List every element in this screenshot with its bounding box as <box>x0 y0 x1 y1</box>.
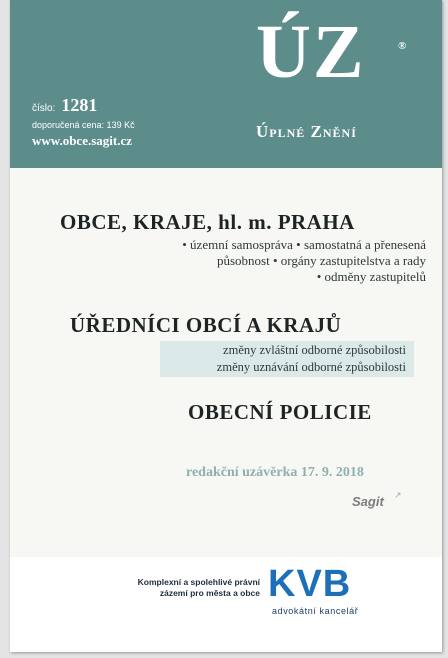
price-label: doporučená cena: 139 Kč <box>32 120 135 130</box>
sagit-arrow-icon: ↗ <box>394 490 402 500</box>
main-title-officials: ÚŘEDNÍCI OBCÍ A KRAJŮ <box>70 313 342 337</box>
sagit-logo: Sagit <box>352 494 384 509</box>
kvb-logo: KVB <box>268 563 352 605</box>
issue-line <box>32 95 97 117</box>
tagline-line: Komplexní a spolehlivé právní <box>137 577 260 587</box>
uz-logo: ÚZ <box>256 10 366 94</box>
bullet-line: • územní samospráva • samostatná a přenesená <box>182 237 426 252</box>
bullet-line: • odměny zastupitelů <box>316 269 426 284</box>
changes-highlight <box>160 341 414 377</box>
highlight-line: změny uznávání odborné způsobilosti <box>216 360 406 374</box>
editorial-deadline: redakční uzávěrka 17. 9. 2018 <box>186 465 364 480</box>
registered-icon: ® <box>398 40 407 52</box>
main-title-municipalities: OBCE, KRAJE, hl. m. PRAHA <box>60 210 355 234</box>
cover-header <box>10 0 442 168</box>
book-cover <box>10 0 442 652</box>
main-title-police: OBECNÍ POLICIE <box>188 400 372 424</box>
issue-label: číslo: <box>32 103 56 114</box>
kvb-subtitle: advokátní kancelář <box>272 606 359 616</box>
cover-footer <box>10 557 442 652</box>
issue-number: 1281 <box>61 95 98 115</box>
footer-tagline <box>120 577 260 599</box>
website-link[interactable]: www.obce.sagit.cz <box>32 133 133 148</box>
highlight-line: změny zvláštní odborné způsobilosti <box>223 343 406 357</box>
uz-logo-subtitle: Úplné Znění <box>256 122 357 141</box>
tagline-line: zázemí pro města a obce <box>159 588 260 598</box>
bullet-line: působnost • orgány zastupitelstva a rady <box>216 253 426 268</box>
topic-bullets <box>86 237 426 285</box>
